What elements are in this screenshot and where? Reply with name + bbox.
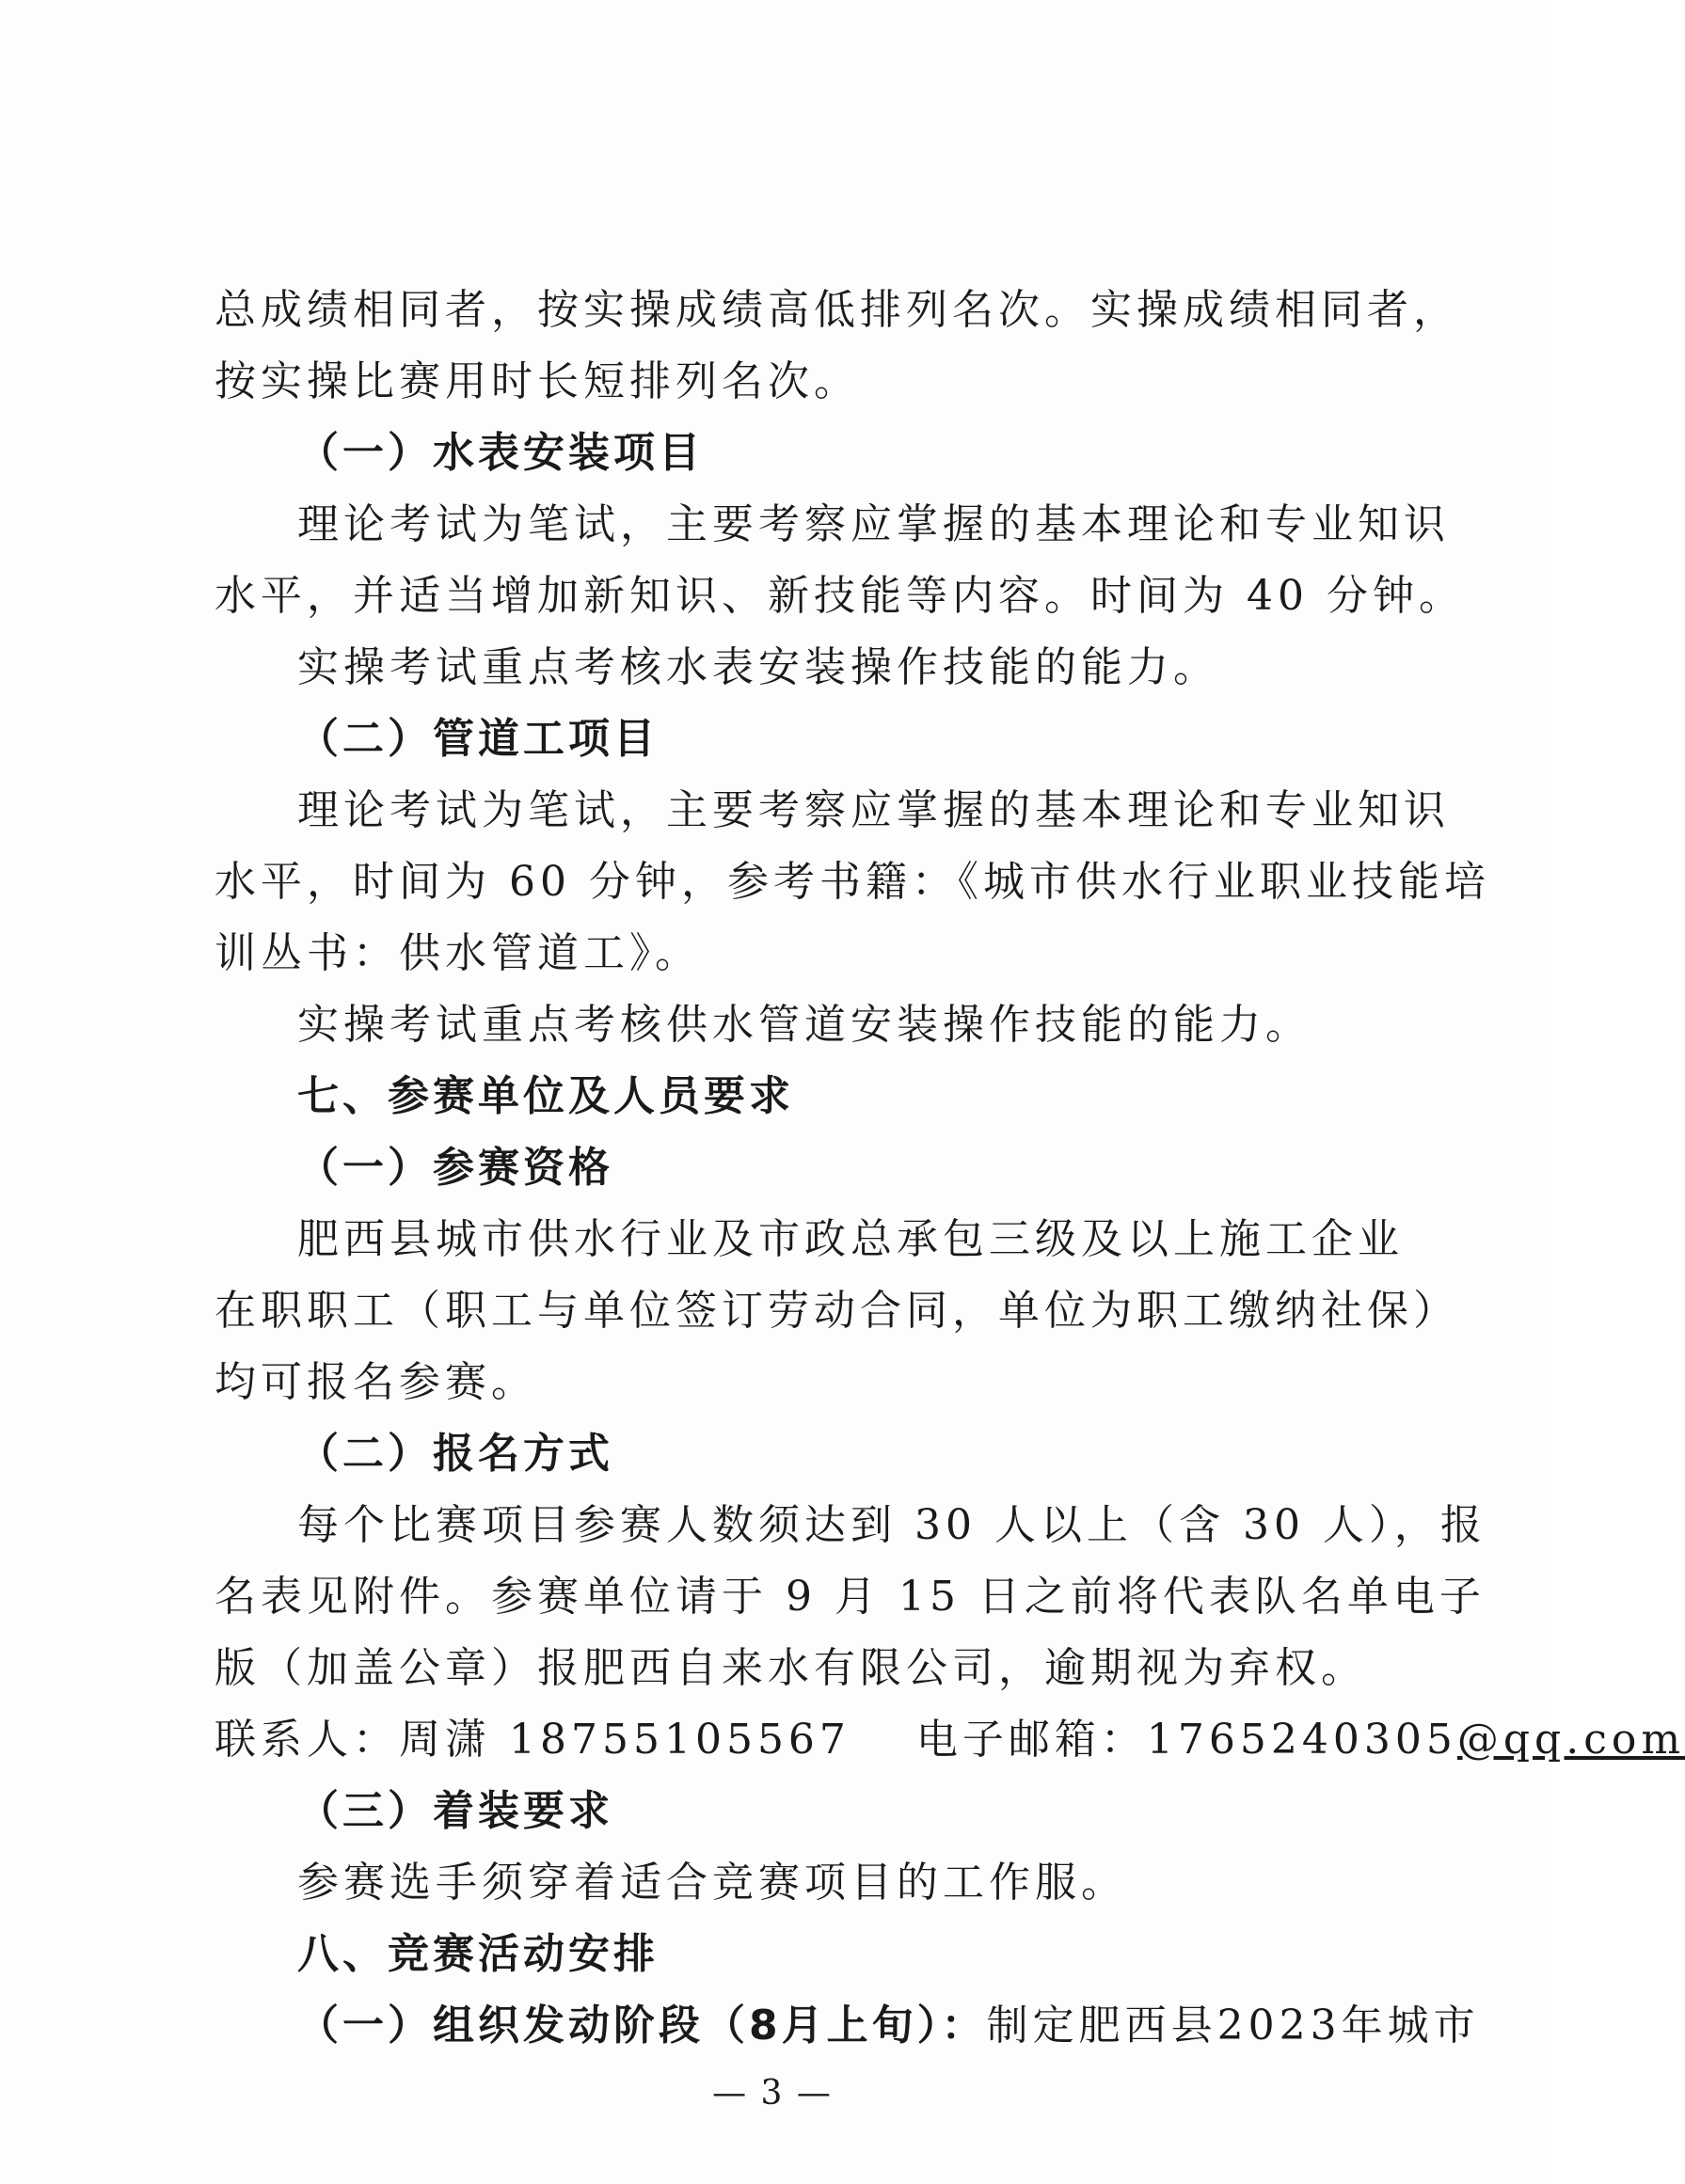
email-domain-link[interactable]: @qq.com	[1456, 1716, 1685, 1764]
contact-person: 联系人：周潇 18755105567	[215, 1716, 850, 1764]
paragraph-line: 实操考试重点考核供水管道安装操作技能的能力。	[297, 1001, 1311, 1049]
subsection-heading-pipe-worker: （二）管道工项目	[297, 715, 659, 763]
subsection-heading-water-meter: （一）水表安装项目	[297, 429, 704, 477]
subsection-heading-qualification: （一）参赛资格	[297, 1144, 613, 1192]
paragraph-line: 水平，并适当增加新知识、新技能等内容。时间为 40 分钟。	[215, 572, 1465, 620]
paragraph-line: 版（加盖公章）报肥西自来水有限公司，逾期视为弃权。	[215, 1644, 1367, 1692]
schedule-first-line	[297, 1990, 1480, 2062]
section-heading-schedule: 八、竞赛活动安排	[297, 1930, 659, 1978]
paragraph-line: 理论考试为笔试，主要考察应掌握的基本理论和专业知识	[297, 786, 1450, 834]
paragraph-line: 参赛选手须穿着适合竞赛项目的工作服。	[297, 1859, 1127, 1907]
paragraph-line: 理论考试为笔试，主要考察应掌握的基本理论和专业知识	[297, 500, 1450, 548]
paragraph-line: 肥西县城市供水行业及市政总承包三级及以上施工企业	[297, 1215, 1404, 1263]
paragraph-line: 水平，时间为 60 分钟，参考书籍：《城市供水行业职业技能培	[215, 858, 1490, 906]
email-label: 电子邮箱：1765240305	[915, 1716, 1457, 1764]
page-number: — 3 —	[712, 2074, 833, 2113]
stage-text: 制定肥西县2023年城市	[986, 2002, 1480, 2049]
subsection-heading-dress-code: （三）着装要求	[297, 1787, 613, 1835]
stage-label: （一）组织发动阶段（8月上旬）：	[297, 2002, 987, 2049]
paragraph-line: 在职职工（职工与单位签订劳动合同，单位为职工缴纳社保）	[215, 1287, 1459, 1335]
paragraph-line: 训丛书：供水管道工》。	[215, 929, 701, 977]
paragraph-line: 按实操比赛用时长短排列名次。	[215, 357, 860, 405]
paragraph-line: 每个比赛项目参赛人数须达到 30 人以上（含 30 人），报	[297, 1501, 1486, 1549]
contact-line	[215, 1704, 1685, 1776]
paragraph-line: 名表见附件。参赛单位请于 9 月 15 日之前将代表队名单电子	[215, 1573, 1486, 1621]
subsection-heading-registration: （二）报名方式	[297, 1430, 613, 1478]
section-heading-participants: 七、参赛单位及人员要求	[297, 1072, 794, 1120]
paragraph-line: 实操考试重点考核水表安装操作技能的能力。	[297, 643, 1219, 691]
paragraph-line: 均可报名参赛。	[215, 1358, 537, 1406]
paragraph-line: 总成绩相同者，按实操成绩高低排列名次。实操成绩相同者，	[215, 286, 1459, 334]
